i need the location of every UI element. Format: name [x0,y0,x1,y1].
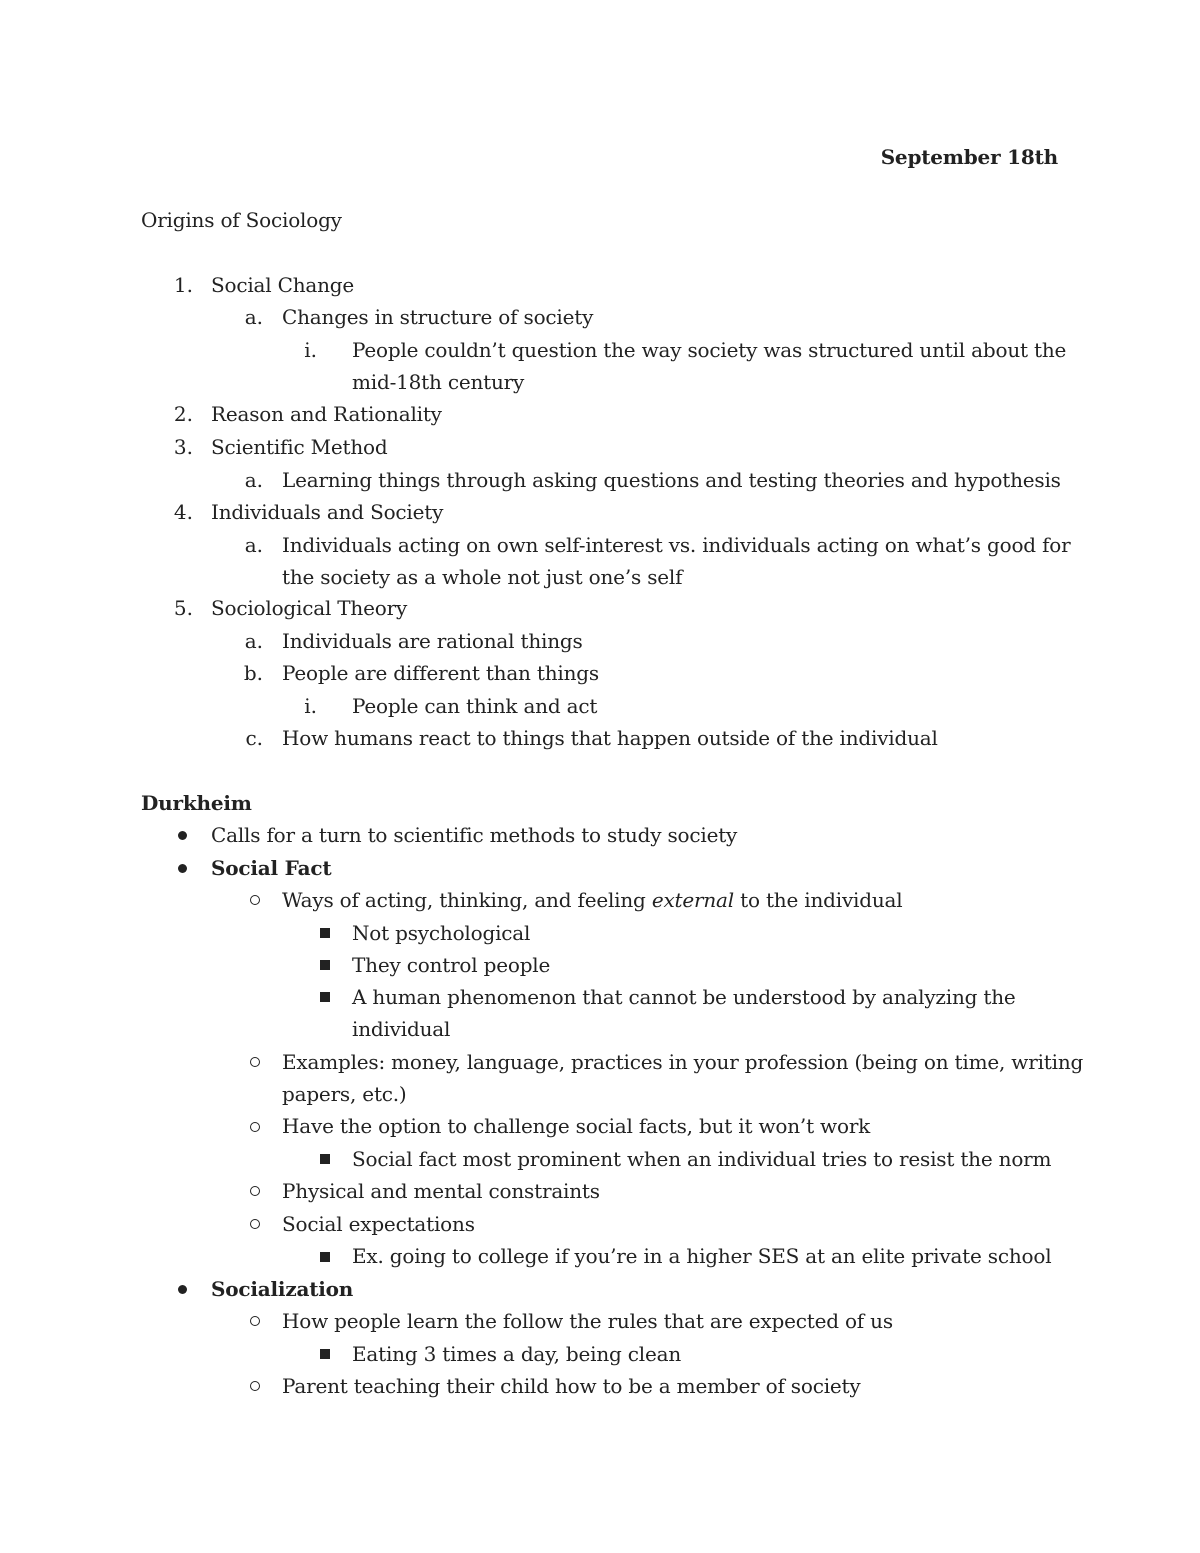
list-item-text: Ways of acting, thinking, and feeling [282,888,652,912]
bullet-square-icon [320,1154,330,1164]
section-title-origins: Origins of Sociology [141,208,342,232]
list-item: People couldn’t question the way society was structured until about the [352,338,1067,362]
list-item-text: to the individual [733,888,903,912]
list-marker: c. [245,726,263,750]
list-item: Have the option to challenge social facts, but it won’t work [282,1114,871,1138]
bullet-circle-icon [250,1316,260,1326]
list-item: Scientific Method [211,435,388,459]
bullet-circle-icon [250,1057,260,1067]
list-marker: 5. [173,596,193,620]
list-item: Ex. going to college if you’re in a higher SES at an elite private school [352,1244,1052,1268]
list-item: Calls for a turn to scientific methods to study society [211,823,738,847]
date-heading: September 18th [880,145,1058,169]
list-marker: 2. [173,402,193,426]
list-marker: 4. [173,500,193,524]
list-item: Individuals are rational things [282,629,583,653]
bullet-circle-icon [250,1122,260,1132]
list-item: How people learn the follow the rules that are expected of us [282,1309,893,1333]
list-item-continuation: the society as a whole not just one’s self [282,565,683,589]
bullet-square-icon [320,1349,330,1359]
list-item: Changes in structure of society [282,305,594,329]
list-item: Physical and mental constraints [282,1179,600,1203]
list-marker: b. [243,661,263,685]
list-item: Socialization [211,1277,354,1301]
list-item: Social Change [211,273,355,297]
list-item: People can think and act [352,694,598,718]
list-item-continuation: papers, etc.) [282,1082,407,1106]
list-marker: i. [304,338,317,362]
list-item: Social Fact [211,856,332,880]
list-marker: a. [244,533,263,557]
section-title-durkheim: Durkheim [141,791,252,815]
emphasis-text: external [651,888,734,912]
bullet-circle-icon [250,1381,260,1391]
list-item-continuation: mid-18th century [352,370,525,394]
list-item: Parent teaching their child how to be a member of society [282,1374,861,1398]
list-item: Social fact most prominent when an individual tries to resist the norm [352,1147,1052,1171]
list-marker: a. [244,305,263,329]
bullet-disc-icon [178,831,187,840]
list-item: Reason and Rationality [211,402,442,426]
list-item: Sociological Theory [211,596,408,620]
bullet-circle-icon [250,1219,260,1229]
list-marker: i. [304,694,317,718]
list-item: Examples: money, language, practices in your profession (being on time, writing [282,1050,1084,1074]
list-item-continuation: individual [352,1017,451,1041]
bullet-disc-icon [178,1285,187,1294]
bullet-circle-icon [250,1186,260,1196]
list-item: People are different than things [282,661,599,685]
list-marker: 3. [173,435,193,459]
list-item: Individuals and Society [211,500,444,524]
bullet-square-icon [320,1252,330,1262]
list-item: They control people [352,953,551,977]
list-item: Social expectations [282,1212,475,1236]
list-item: Eating 3 times a day, being clean [352,1342,682,1366]
list-item [282,884,902,916]
list-item: How humans react to things that happen outside of the individual [282,726,938,750]
bullet-square-icon [320,928,330,938]
bullet-disc-icon [178,864,187,873]
bullet-square-icon [320,960,330,970]
list-item: A human phenomenon that cannot be understood by analyzing the [352,985,1016,1009]
list-item: Learning things through asking questions and testing theories and hypothesis [282,468,1061,492]
list-marker: 1. [173,273,193,297]
list-item: Not psychological [352,921,531,945]
bullet-circle-icon [250,895,260,905]
bullet-square-icon [320,992,330,1002]
list-item: Individuals acting on own self-interest vs. individuals acting on what’s good for [282,533,1071,557]
list-marker: a. [244,629,263,653]
list-marker: a. [244,468,263,492]
